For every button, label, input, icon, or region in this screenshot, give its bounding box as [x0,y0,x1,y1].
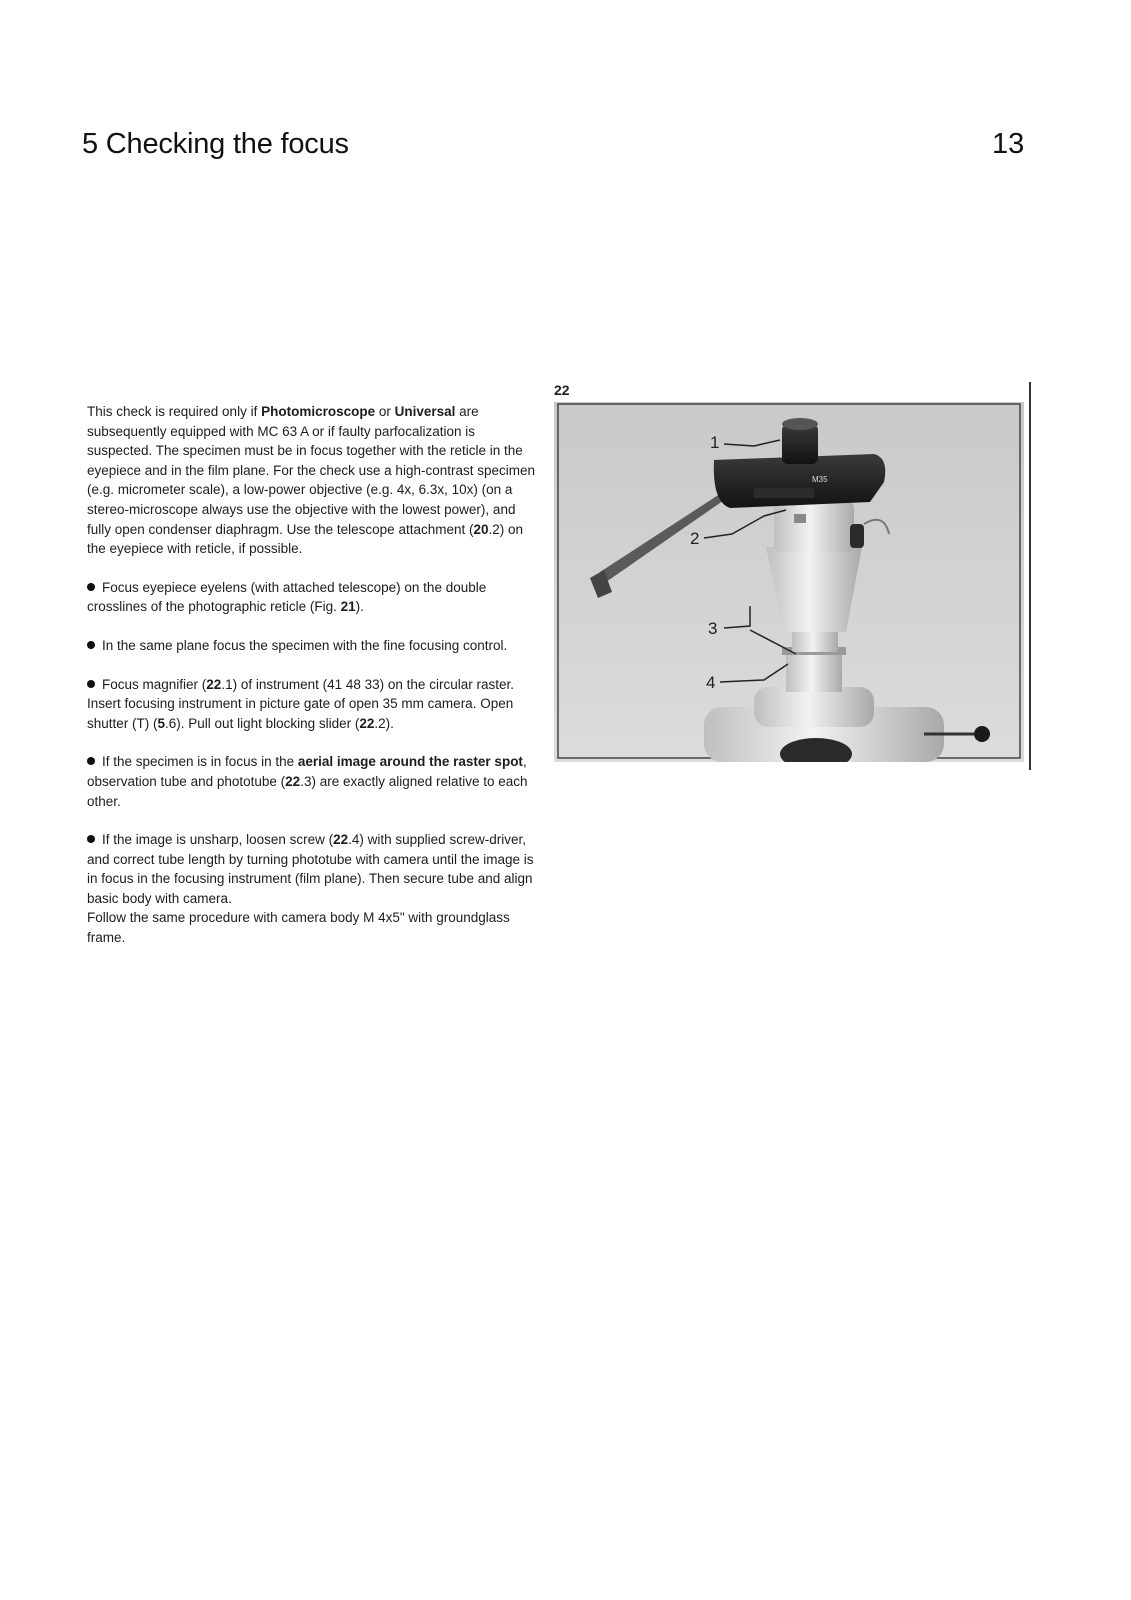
callout-1: 1 [710,433,720,452]
callout-2: 2 [690,529,700,548]
bullet-icon [87,680,95,688]
figure-22 [546,382,1038,774]
bullet-icon [87,641,95,649]
camera-badge: M35 [812,475,828,484]
figure-rule [1029,382,1031,770]
bullet-icon [87,757,95,765]
page-number: 13 [992,128,1025,160]
callout-4: 4 [706,673,716,692]
step-1: Focus eyepiece eyelens (with attached telescope) on the double crosslines of the photographic reticle (Fig. 21). [87,579,487,615]
closing-note: Follow the same procedure with camera body M 4x5" with groundglass frame. [87,910,510,946]
page-title: 5 Checking the focus [82,128,349,160]
step-2: In the same plane focus the specimen with the fine focusing control. [87,636,537,656]
callout-3: 3 [708,619,718,638]
microscope-photo [554,402,1024,762]
intro-paragraph: This check is required only if Photomicroscope or Universal are subsequently equipped with MC 63 A or if faulty parfocalization is suspected. The specimen must be in focus together with the reticle in the eyepiece and in the film plane. For the check use a high-contrast specimen (e.g. micrometer scale), a low-power objective (e.g. 4x, 6.3x, 10x) (on a stereo-microscope always use the objective with the lowest power), and fully open condenser diaphragm. Use the telescope attachment (20.2) on the eyepiece with reticle, if possible. [87,404,535,557]
step-5: If the image is unsharp, loosen screw (22.4) with supplied screw-driver, and correct tube length by turning phototube with camera until the image is in focus in the focusing instrument (film plane). Then secure tube and align basic body with camera. [87,832,534,906]
step-4: If the specimen is in focus in the aerial image around the raster spot, observation tube and phototube (22.3) are exactly aligned relative to each other. [87,754,528,809]
step-3: Focus magnifier (22.1) of instrument (41 48 33) on the circular raster. Insert focusing instrument in picture gate of open 35 mm camera. Open shutter (T) (5.6). Pull out light blocking slider (22.2). [87,676,514,731]
figure-label: 22 [554,382,570,398]
microscope-illustration [554,402,1024,762]
bullet-icon [87,835,95,843]
bullet-icon [87,583,95,591]
body-text [87,402,537,967]
